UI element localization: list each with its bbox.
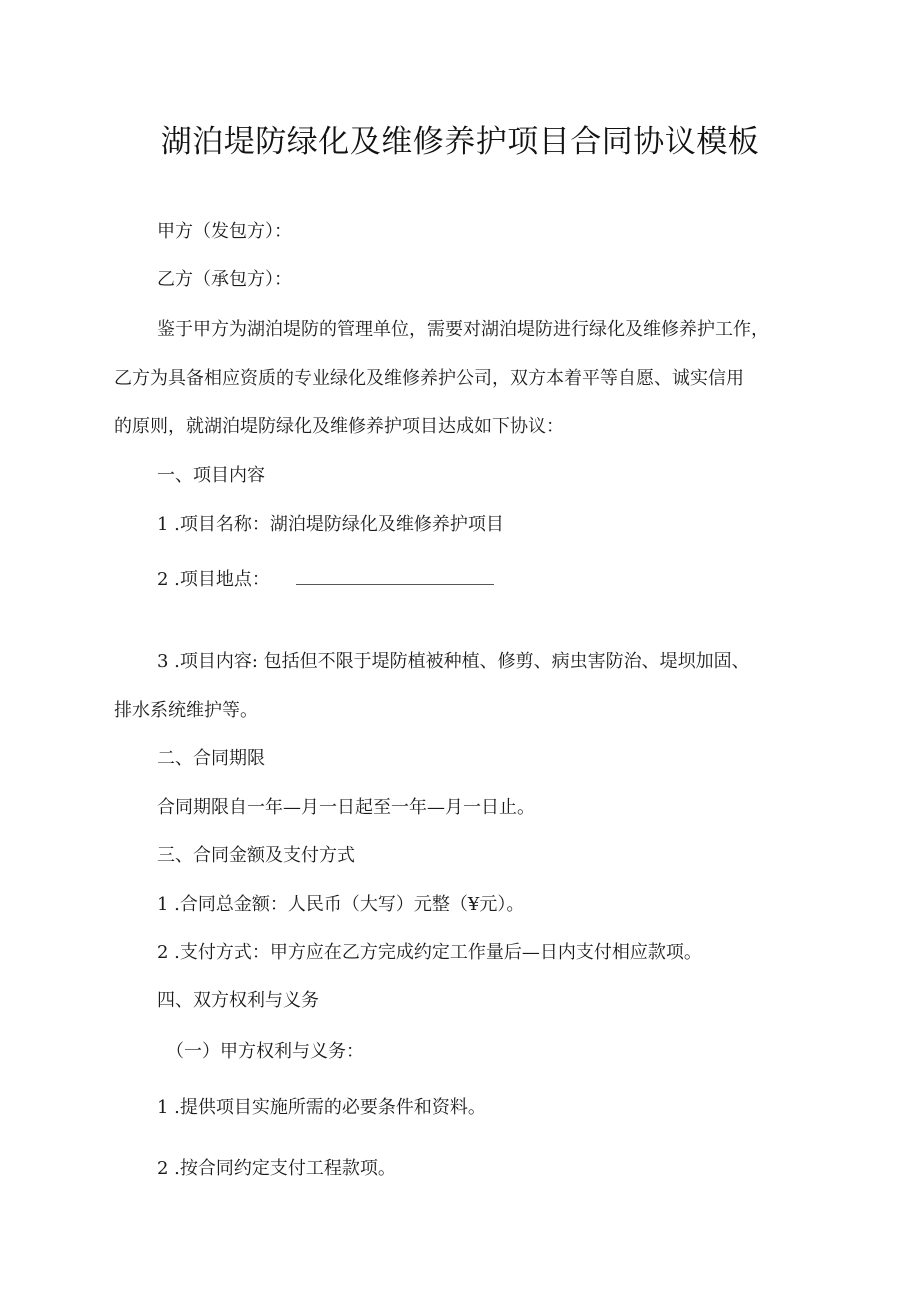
party-a-label: 甲方（发包方）： — [157, 221, 292, 242]
section-3-heading: 三、合同金额及支付方式 — [157, 845, 355, 866]
location-blank-line — [296, 567, 494, 585]
section-2-text: 合同期限自一年—月一日起至一年—月一日止。 — [157, 797, 535, 818]
section-4-sub-heading: （一）甲方权利与义务： — [166, 1041, 364, 1062]
section-1-heading: 一、项目内容 — [157, 465, 265, 486]
section-1-item-3-line-1: 3 .项目内容: 包括但不限于堤防植被种植、修剪、病虫害防治、堤坝加固、 — [157, 651, 750, 672]
party-b-label: 乙方（承包方）： — [157, 269, 292, 290]
preamble-line-2: 乙方为具备相应资质的专业绿化及维修养护公司，双方本着平等自愿、诚实信用 — [114, 368, 744, 389]
section-2-heading: 二、合同期限 — [157, 748, 265, 769]
section-1-item-2-label: 2 .项目地点： — [157, 569, 270, 590]
document-title: 湖泊堤防绿化及维修养护项目合同协议模板 — [160, 124, 760, 160]
section-3-item-2: 2 .支付方式：甲方应在乙方完成约定工作量后—日内支付相应款项。 — [157, 942, 702, 963]
section-1-item-1: 1 .项目名称：湖泊堤防绿化及维修养护项目 — [157, 514, 504, 535]
section-3-item-1: 1 .合同总金额：人民币（大写）元整（¥元）。 — [157, 894, 525, 915]
preamble-line-1: 鉴于甲方为湖泊堤防的管理单位，需要对湖泊堤防进行绿化及维修养护工作， — [157, 319, 769, 340]
preamble-line-3: 的原则，就湖泊堤防绿化及维修养护项目达成如下协议： — [114, 416, 564, 437]
section-4-item-1: 1 .提供项目实施所需的必要条件和资料。 — [157, 1097, 486, 1118]
section-1-item-3-line-2: 排水系统维护等。 — [114, 700, 258, 721]
section-4-heading: 四、双方权利与义务 — [157, 990, 319, 1011]
section-1-item-2 — [157, 567, 494, 592]
section-4-item-2: 2 .按合同约定支付工程款项。 — [157, 1158, 396, 1179]
